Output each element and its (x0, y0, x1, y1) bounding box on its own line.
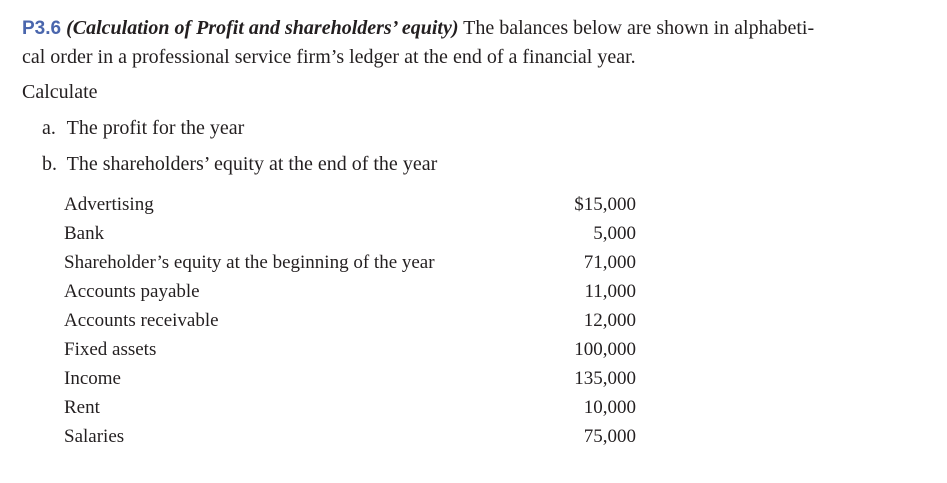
ledger-row (64, 219, 636, 248)
account-amount: $15,000 (574, 194, 636, 215)
ledger-row (64, 190, 636, 219)
problem-text-line1: The balances below are shown in alphabeti- (458, 17, 815, 39)
ledger-row (64, 364, 636, 393)
account-name: Rent (64, 397, 100, 418)
account-name: Salaries (64, 426, 125, 447)
problem-title: (Calculation of Profit and shareholders’ equity) (66, 17, 459, 39)
account-name: Shareholder’s equity at the beginning of the year (64, 252, 435, 273)
account-name: Bank (64, 223, 105, 244)
account-name: Accounts receivable (64, 310, 219, 331)
account-amount: 71,000 (583, 252, 636, 273)
problem-statement (22, 14, 922, 71)
account-amount: 12,000 (583, 310, 636, 331)
calculate-label: Calculate (22, 81, 98, 103)
problem-number: P3.6 (22, 18, 62, 39)
task-letter: b. (42, 153, 57, 175)
account-amount: 5,000 (593, 223, 636, 244)
account-amount: 100,000 (574, 339, 636, 360)
account-amount: 10,000 (583, 397, 636, 418)
ledger-row (64, 422, 636, 451)
task-letter: a. (42, 117, 56, 139)
ledger-row (64, 248, 636, 277)
ledger-row (64, 393, 636, 422)
account-name: Income (64, 368, 121, 389)
account-amount: 135,000 (574, 368, 636, 389)
account-name: Advertising (64, 194, 154, 215)
task-item-a (42, 114, 244, 142)
ledger-row (64, 277, 636, 306)
problem-text-line2: cal order in a professional service firm’s ledger at the end of a financial year. (22, 46, 636, 68)
account-amount: 11,000 (584, 281, 636, 302)
ledger-balances-table (64, 190, 636, 451)
task-text: The profit for the year (66, 117, 245, 139)
account-amount: 75,000 (583, 426, 636, 447)
task-text: The shareholders’ equity at the end of the year (66, 153, 438, 175)
task-item-b (42, 150, 437, 178)
ledger-row (64, 335, 636, 364)
ledger-row (64, 306, 636, 335)
account-name: Fixed assets (64, 339, 157, 360)
account-name: Accounts payable (64, 281, 200, 302)
